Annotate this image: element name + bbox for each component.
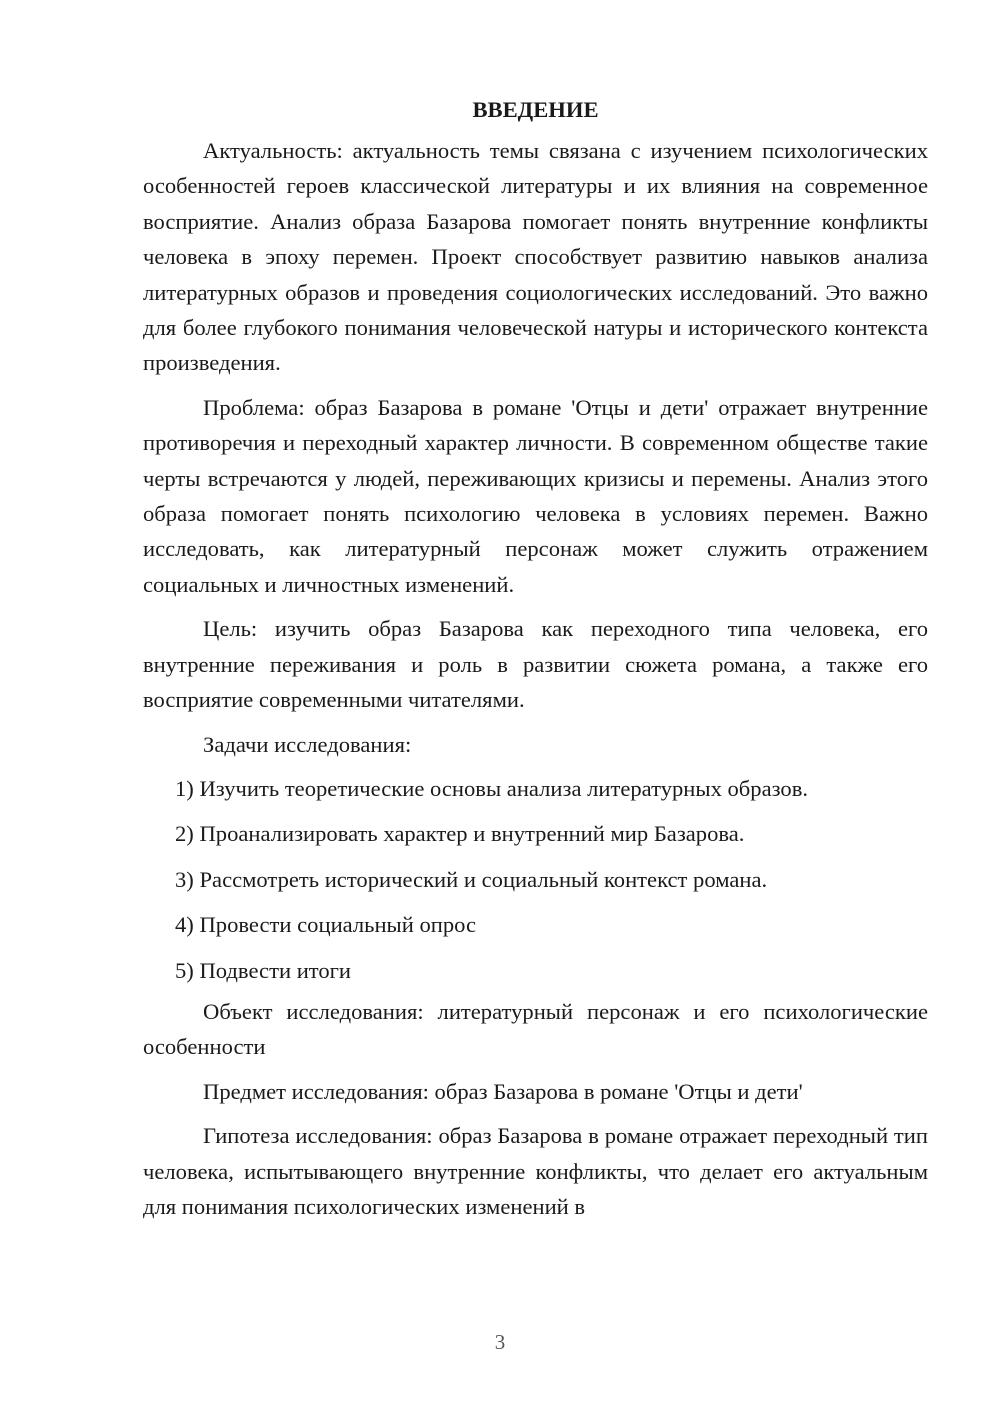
task-item: 5) Подвести итоги xyxy=(175,957,352,983)
tasks-label: Задачи исследования: xyxy=(203,731,412,757)
goal-paragraph: Цель: изучить образ Базарова как переходного типа человека, его внутренние переживания и роль в развитии сюжета романа, а также его восприятие современными читателями. xyxy=(143,616,928,713)
subject-paragraph: Предмет исследования: образ Базарова в романе 'Отцы и дети' xyxy=(203,1078,803,1104)
section-title: ВВЕДЕНИЕ xyxy=(472,97,599,122)
page-number: 3 xyxy=(494,1330,506,1354)
document-page xyxy=(143,92,928,1233)
problem-paragraph: Проблема: образ Базарова в романе 'Отцы и дети' отражает внутренние противоречия и переходный характер личности. В современном обществе такие черты встречаются у людей, переживающих кризисы и перемены. Анализ этого образа помогает понять психологию человека в условиях перемен. Важно исследовать, как литературный персонаж может служить отражением социальных и личностных изменений. xyxy=(143,394,928,597)
hypothesis-paragraph: Гипотеза исследования: образ Базарова в романе отражает переходный тип человека, испытывающего внутренние конфликты, что делает его актуальным для понимания психологических изменений в xyxy=(143,1123,928,1219)
task-item: 1) Изучить теоретические основы анализа литературных образов. xyxy=(175,775,809,801)
object-paragraph: Объект исследования: литературный персонаж и его психологические особенности xyxy=(143,998,928,1060)
task-item: 4) Провести социальный опрос xyxy=(175,912,477,938)
task-item: 2) Проанализировать характер и внутренний мир Базарова. xyxy=(175,821,745,847)
task-item: 3) Рассмотреть исторический и социальный контекст романа. xyxy=(175,866,768,892)
relevance-paragraph: Актуальность: актуальность темы связана с изучением психологических особенностей героев классической литературы и их влияния на современное восприятие. Анализ образа Базарова помогает понять внутренние конфликты человека в эпоху перемен. Проект способствует развитию навыков анализа литературных образов и проведения социологических исследований. Это важно для более глубокого понимания человеческой натуры и исторического контекста произведения. xyxy=(143,138,928,376)
tasks-list xyxy=(143,771,928,988)
